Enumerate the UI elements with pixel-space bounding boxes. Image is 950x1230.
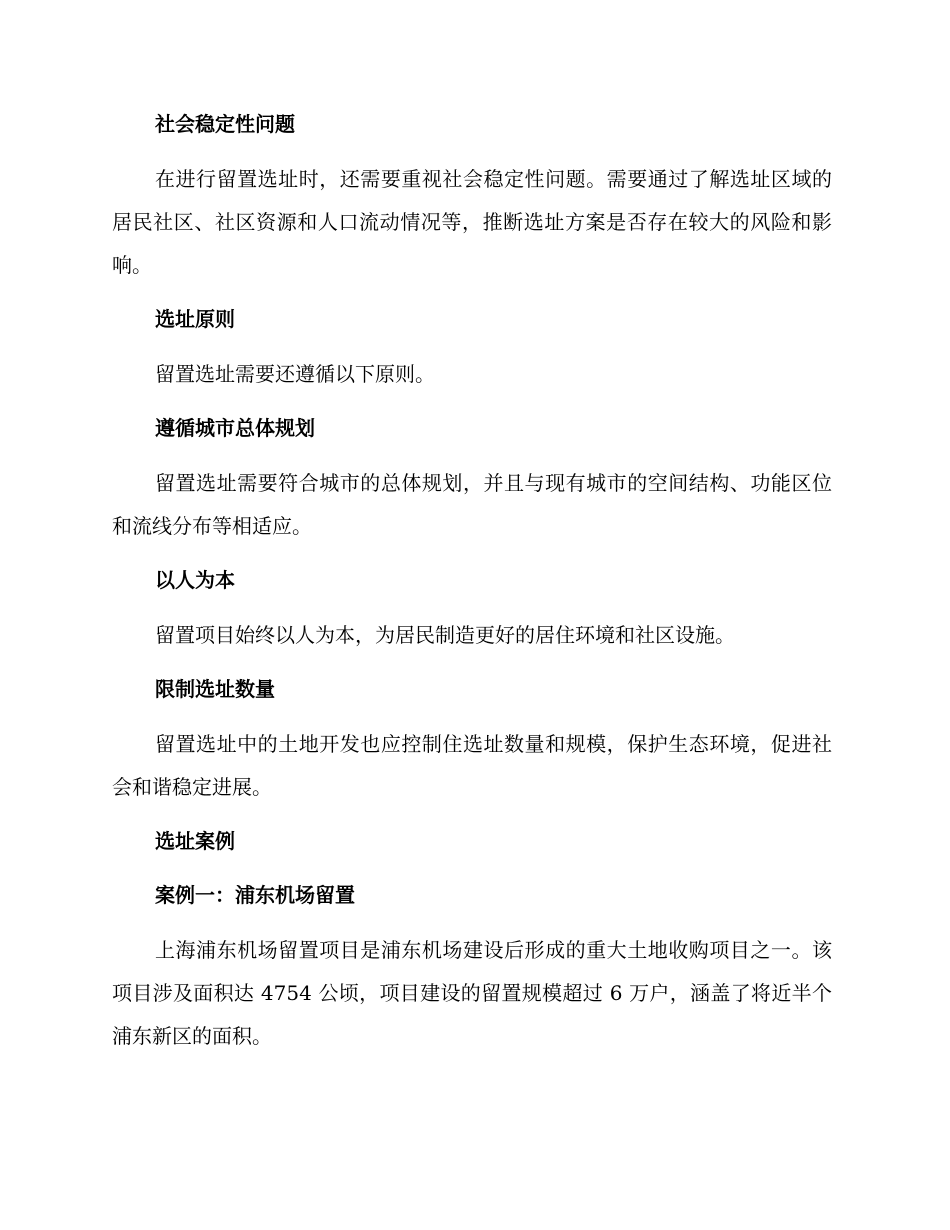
- section-heading-city-planning: 遵循城市总体规划: [155, 416, 315, 440]
- section-heading-site-principles: 选址原则: [155, 307, 235, 331]
- section-heading-site-cases: 选址案例: [155, 829, 235, 853]
- section-heading-limit-sites: 限制选址数量: [155, 677, 275, 701]
- paragraph-limit-sites: 留置选址中的土地开发也应控制住选址数量和规模，保护生态环境，促进社会和谐稳定进展。: [112, 732, 832, 799]
- paragraph-social-stability: 在进行留置选址时，还需要重视社会稳定性问题。需要通过了解选址区域的居民社区、社区资源和人口流动情况等，推断选址方案是否存在较大的风险和影响。: [112, 167, 832, 277]
- paragraph-site-principles: 留置选址需要还遵循以下原则。: [155, 362, 435, 386]
- section-heading-case-one: 案例一：浦东机场留置: [155, 883, 355, 907]
- paragraph-people-oriented: 留置项目始终以人为本，为居民制造更好的居住环境和社区设施。: [155, 623, 735, 647]
- paragraph-case-one: 上海浦东机场留置项目是浦东机场建设后形成的重大土地收购项目之一。该项目涉及面积达 4754 公顷，项目建设的留置规模超过 6 万户，涵盖了将近半个浦东新区的面积。: [112, 938, 832, 1048]
- section-heading-people-oriented: 以人为本: [155, 568, 235, 592]
- section-heading-social-stability: 社会稳定性问题: [155, 112, 295, 136]
- paragraph-city-planning: 留置选址需要符合城市的总体规划，并且与现有城市的空间结构、功能区位和流线分布等相适应。: [112, 471, 832, 538]
- document-page: [112, 104, 832, 1070]
